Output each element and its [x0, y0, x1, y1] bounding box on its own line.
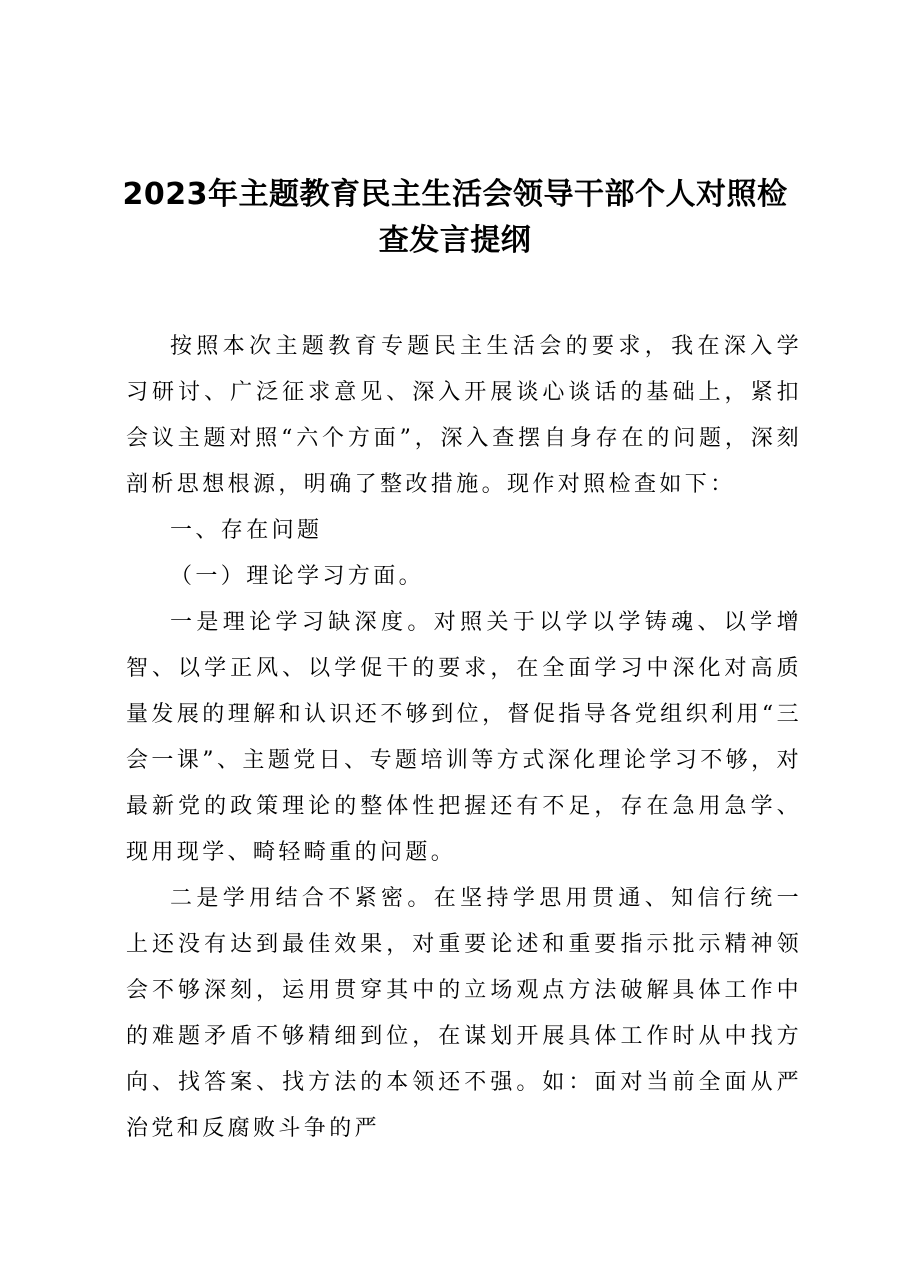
section-heading: 一、存在问题 — [170, 518, 323, 543]
issue-paragraph-2: 二是学用结合不紧密。在坚持学思用贯通、知信行统一上还没有达到最佳效果，对重要论述和重要指示批示精神领会不够深刻，运用贯穿其中的立场观点方法破解具体工作中的难题矛盾不够精细到位，在谋划开展具体工作时从中找方向、找答案、找方法的本领还不强。如：面对当前全面从严治党和反腐败斗争的严 — [126, 886, 802, 1141]
document-body — [126, 324, 802, 1152]
intro-paragraph: 按照本次主题教育专题民主生活会的要求，我在深入学习研讨、广泛征求意见、深入开展谈心谈话的基础上，紧扣会议主题对照“六个方面”，深入查摆自身存在的问题，深刻剖析思想根源，明确了整改措施。现作对照检查如下： — [126, 334, 802, 497]
subsection-heading: （一）理论学习方面。 — [170, 564, 425, 589]
document-title: 2023年主题教育民主生活会领导干部个人对照检查发言提纲 — [122, 177, 788, 258]
issue-paragraph-1: 一是理论学习缺深度。对照关于以学以学铸魂、以学增智、以学正风、以学促干的要求，在全面学习中深化对高质量发展的理解和认识还不够到位，督促指导各党组织利用“三会一课”、主题党日、专题培训等方式深化理论学习不够，对最新党的政策理论的整体性把握还有不足，存在急用急学、现用现学、畸轻畸重的问题。 — [126, 610, 802, 865]
